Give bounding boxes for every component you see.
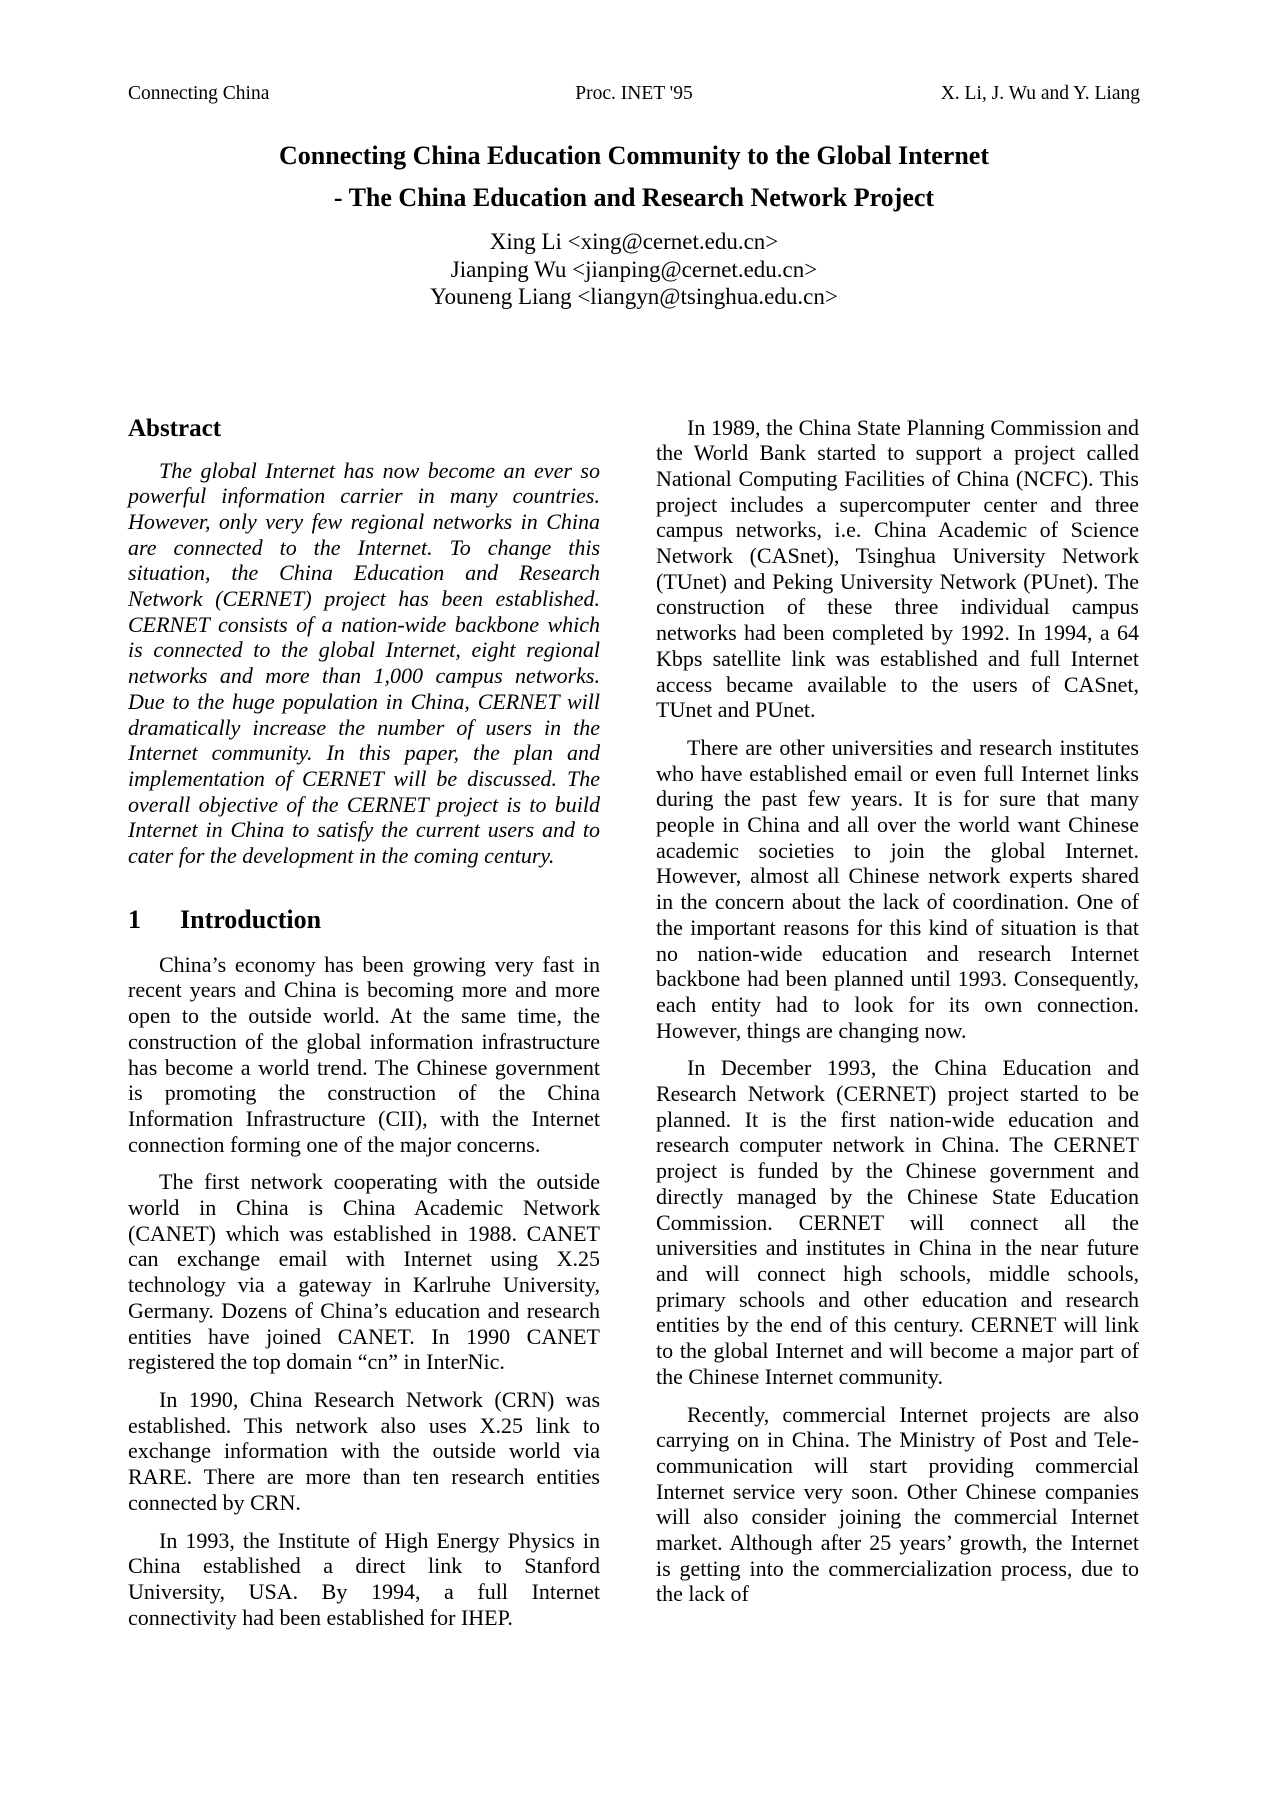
intro-paragraph-2: The first network cooperating with the outside world in China is China Academic Network (CANET) which was established in 1988. CANET can exchange email with Internet using X.25 technology via a gateway in Karlruhe University, Germany. Dozens of China’s education and research entities have joined CANET. In 1990 CANET registered the top domain “cn” in InterNic.: [128, 1169, 600, 1375]
abstract-heading: Abstract: [128, 414, 222, 442]
right-column: [656, 415, 1139, 1631]
author-line-3: Youneng Liang <liangyn@tsinghua.edu.cn>: [430, 284, 838, 309]
left-column: [128, 415, 600, 1631]
paper-title: Connecting China Education Community to the Global Internet: [279, 141, 989, 170]
section-1-title: Introduction: [180, 904, 322, 934]
running-header: [128, 82, 1140, 105]
right-paragraph-3: In December 1993, the China Education and Research Network (CERNET) project started to be planned. It is the first nation-wide education and research computer network in China. The CERNET project is funded by the Chinese government and directly managed by the Chinese State Education Commission. CERNET will connect all the universities and institutes in China in the near future and will connect high schools, middle schools, primary schools and other education and research entities by the end of this century. CERNET will link to the global Internet and will become a major part of the Chinese Internet community.: [656, 1055, 1139, 1389]
intro-paragraph-1: China’s economy has been growing very fast in recent years and China is becoming more and more open to the outside world. At the same time, the construction of the global information infrastructure has become a world trend. The Chinese government is promoting the construction of the China Information Infrastructure (CII), with the Internet connection forming one of the major concerns.: [128, 951, 600, 1157]
paper-subtitle: - The China Education and Research Network Project: [333, 183, 935, 212]
right-paragraph-2: There are other universities and research institutes who have established email or even full Internet links during the past few years. It is for sure that many people in China and all over the world want Chinese academic societies to join the global Internet. However, almost all Chinese network experts shared in the concern about the lack of coordination. One of the important reasons for this kind of situation is that no nation-wide education and research Internet backbone had been planned until 1993. Consequently, each entity had to look for its own connection. However, things are changing now.: [656, 734, 1139, 1043]
front-matter: [128, 141, 1140, 311]
intro-paragraph-4: In 1993, the Institute of High Energy Physics in China established a direct link to Stanford University, USA. By 1994, a full Internet connectivity had been established for IHEP.: [128, 1527, 600, 1630]
running-header-right: X. Li, J. Wu and Y. Liang: [940, 83, 1140, 104]
section-1-number: 1: [128, 904, 141, 934]
right-paragraph-1: In 1989, the China State Planning Commission and the World Bank started to support a project called National Computing Facilities of China (NCFC). This project includes a supercomputer center and three campus networks, i.e. China Academic of Science Network (CASnet), Tsinghua University Network (TUnet) and Peking University Network (PUnet). The construction of these three individual campus networks had been completed by 1992. In 1994, a 64 Kbps satellite link was established and full Internet access became available to the users of CASnet, TUnet and PUnet.: [656, 414, 1139, 723]
author-block: [128, 228, 1140, 311]
running-header-left: Connecting China: [128, 83, 270, 104]
intro-paragraph-3: In 1990, China Research Network (CRN) was established. This network also uses X.25 link to exchange information with the outside world via RARE. There are more than ten research entities connected by CRN.: [128, 1387, 600, 1515]
right-paragraph-4: Recently, commercial Internet projects are also carrying on in China. The Ministry of Post and Tele-communication will start providing commercial Internet service very soon. Other Chinese companies will also consider joining the commercial Internet market. Although after 25 years’ growth, the Internet is getting into the commercialization process, due to the lack of: [656, 1401, 1139, 1607]
author-line-1: Xing Li <xing@cernet.edu.cn>: [489, 229, 779, 254]
abstract-paragraph: The global Internet has now become an ever so powerful information carrier in many countries. However, only very few regional networks in China are connected to the Internet. To change this situation, the China Education and Research Network (CERNET) project has been established. CERNET consists of a nation-wide backbone which is connected to the global Internet, eight regional networks and more than 1,000 campus networks. Due to the huge population in China, CERNET will dramatically increase the number of users in the Internet community. In this paper, the plan and implementation of CERNET will be discussed. The overall objective of the CERNET project is to build Internet in China to satisfy the current users and to cater for the development in the coming century.: [128, 457, 600, 869]
section-1-heading: [128, 905, 600, 935]
running-header-center: Proc. INET '95: [575, 83, 693, 104]
author-line-2: Jianping Wu <jianping@cernet.edu.cn>: [450, 256, 818, 282]
two-column-body: [128, 415, 1140, 1631]
